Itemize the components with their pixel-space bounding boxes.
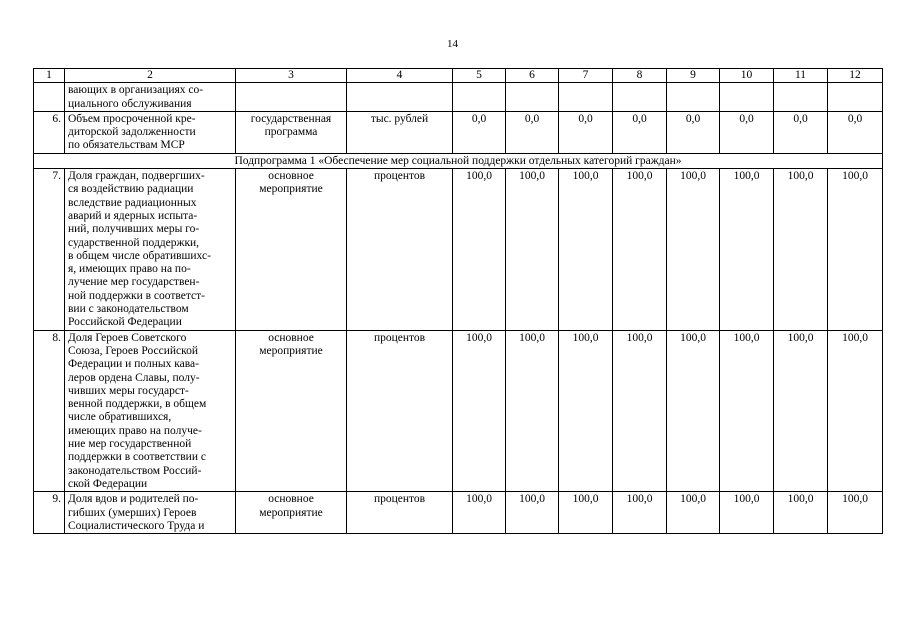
table-row	[34, 83, 883, 112]
indicator-value: 100,0	[720, 169, 774, 331]
indicator-type	[236, 83, 347, 112]
column-header: 5	[453, 69, 506, 83]
indicator-type: основное мероприятие	[236, 169, 347, 331]
unit-of-measure: тыс. рублей	[347, 111, 453, 153]
subprogram-title: Подпрограмма 1 «Обеспечение мер социальной поддержки отдельных категорий граждан»	[34, 153, 883, 168]
indicator-value	[774, 83, 828, 112]
column-header: 2	[65, 69, 236, 83]
subprogram-row	[34, 153, 883, 168]
column-header: 3	[236, 69, 347, 83]
indicator-value: 100,0	[774, 492, 828, 534]
column-header: 4	[347, 69, 453, 83]
indicator-name: Доля Героев Советского Союза, Героев Российской Федерации и полных кава- леров ордена Славы, полу- чивших меры государст- венной поддержки, в общем числе обратившихся, имеющих право на получе- ние мер государственной поддержки в соответствии с законодательством Россий- ской Федерации	[65, 330, 236, 492]
column-header: 9	[667, 69, 720, 83]
indicator-name: Объем просроченной кре- диторской задолженности по обязательствам МСР	[65, 111, 236, 153]
indicator-value: 100,0	[667, 169, 720, 331]
indicator-value: 100,0	[774, 330, 828, 492]
page-number: 14	[447, 38, 458, 50]
column-header: 1	[34, 69, 65, 83]
indicator-value	[667, 83, 720, 112]
indicator-value: 100,0	[613, 330, 667, 492]
indicator-value: 100,0	[453, 330, 506, 492]
indicator-name: вающих в организациях со- циального обслуживания	[65, 83, 236, 112]
unit-of-measure	[347, 83, 453, 112]
indicator-value: 100,0	[453, 492, 506, 534]
table-row	[34, 111, 883, 153]
indicator-value: 100,0	[667, 492, 720, 534]
indicators-table	[33, 68, 883, 534]
row-number: 6.	[34, 111, 65, 153]
indicator-value: 0,0	[667, 111, 720, 153]
column-header: 7	[559, 69, 613, 83]
column-header: 11	[774, 69, 828, 83]
unit-of-measure: процентов	[347, 492, 453, 534]
row-number	[34, 83, 65, 112]
indicator-value	[613, 83, 667, 112]
indicator-value	[828, 83, 883, 112]
indicator-value: 0,0	[506, 111, 559, 153]
indicator-type: государственная программа	[236, 111, 347, 153]
indicator-name: Доля граждан, подвергших- ся воздействию радиации вследствие радиационных аварий и ядерных испыта- ний, получивших меры го- сударственной поддержки, в общем числе обратившихс- я, имеющих право на по- лучение мер государствен- ной поддержки в соответст- вии с законодательством Российской Федерации	[65, 169, 236, 331]
indicator-value: 100,0	[559, 169, 613, 331]
unit-of-measure: процентов	[347, 330, 453, 492]
indicator-value: 0,0	[613, 111, 667, 153]
indicator-value	[559, 83, 613, 112]
indicator-value: 100,0	[506, 169, 559, 331]
indicator-value: 0,0	[720, 111, 774, 153]
indicator-value: 100,0	[613, 492, 667, 534]
indicator-value: 0,0	[774, 111, 828, 153]
indicator-value: 100,0	[613, 169, 667, 331]
indicator-value: 100,0	[720, 330, 774, 492]
indicator-value	[506, 83, 559, 112]
row-number: 7.	[34, 169, 65, 331]
indicator-value: 100,0	[559, 492, 613, 534]
indicator-value: 100,0	[828, 330, 883, 492]
unit-of-measure: процентов	[347, 169, 453, 331]
column-header: 10	[720, 69, 774, 83]
indicator-value: 100,0	[828, 492, 883, 534]
table-row	[34, 169, 883, 331]
table-row	[34, 492, 883, 534]
column-header: 6	[506, 69, 559, 83]
indicator-value: 100,0	[506, 330, 559, 492]
header-row	[34, 69, 883, 83]
indicator-value: 0,0	[453, 111, 506, 153]
indicator-type: основное мероприятие	[236, 492, 347, 534]
indicator-value: 100,0	[559, 330, 613, 492]
table-row	[34, 330, 883, 492]
column-header: 12	[828, 69, 883, 83]
row-number: 9.	[34, 492, 65, 534]
indicator-value	[453, 83, 506, 112]
column-header: 8	[613, 69, 667, 83]
indicator-value: 100,0	[720, 492, 774, 534]
row-number: 8.	[34, 330, 65, 492]
indicator-value: 100,0	[506, 492, 559, 534]
indicator-value	[720, 83, 774, 112]
indicator-name: Доля вдов и родителей по- гибших (умерших) Героев Социалистического Труда и	[65, 492, 236, 534]
indicator-value: 0,0	[559, 111, 613, 153]
indicator-value: 100,0	[828, 169, 883, 331]
indicator-type: основное мероприятие	[236, 330, 347, 492]
indicator-value: 0,0	[828, 111, 883, 153]
indicator-value: 100,0	[774, 169, 828, 331]
indicator-value: 100,0	[453, 169, 506, 331]
indicator-value: 100,0	[667, 330, 720, 492]
